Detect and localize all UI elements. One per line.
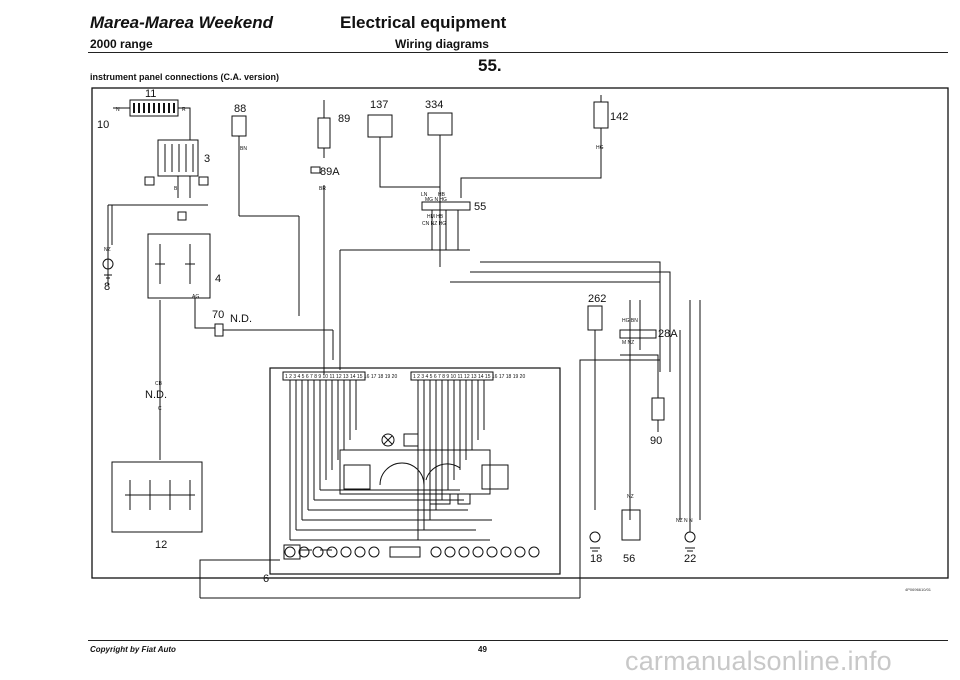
label-6: 6 <box>263 573 270 585</box>
label-88: 88 <box>234 103 247 115</box>
switch-90 <box>652 398 664 420</box>
switch-334 <box>428 113 452 135</box>
label-nd-1: N.D. <box>230 313 252 325</box>
lcd-display <box>430 494 450 504</box>
label-nd-2: N.D. <box>145 389 167 401</box>
copyright-text: Copyright by Fiat Auto <box>90 645 176 654</box>
speedometer <box>380 463 424 485</box>
wire-ln: LN <box>421 192 428 198</box>
wire-mg-n-hg: MG N HG <box>425 197 447 203</box>
label-10: 10 <box>97 119 110 131</box>
wire-n: N <box>116 107 120 113</box>
component-56 <box>622 510 640 540</box>
label-89a: 89A <box>320 166 340 178</box>
page-number: 55. <box>478 56 502 75</box>
header-title: Electrical equipment <box>340 13 507 32</box>
connector-55 <box>422 202 470 210</box>
switch-262 <box>588 306 602 330</box>
component-4 <box>148 234 210 298</box>
connector-89a <box>311 167 320 173</box>
lamp-cluster <box>390 547 420 557</box>
wire-hg: HG <box>596 145 604 151</box>
label-18: 18 <box>590 553 603 565</box>
switch-142 <box>594 102 608 128</box>
fuel-gauge <box>344 465 370 489</box>
label-90: 90 <box>650 435 663 447</box>
connector-pins-a: 1 2 3 4 5 6 7 8 9 10 11 12 13 14 15 16 17 18 19 20 <box>285 374 398 380</box>
label-56: 56 <box>623 553 636 565</box>
header-model: Marea-Marea Weekend <box>90 13 273 32</box>
label-8: 8 <box>104 281 111 293</box>
wire-hm-hb: HM HB <box>427 214 444 220</box>
relay-block-3 <box>158 140 198 176</box>
connector-28a <box>620 330 656 338</box>
label-28a: 28A <box>658 328 678 340</box>
label-12: 12 <box>155 539 168 551</box>
label-334: 334 <box>425 99 444 111</box>
diagram-frame <box>92 88 948 578</box>
odometer-button <box>458 494 470 504</box>
label-55: 55 <box>474 201 487 213</box>
wire-r: R <box>182 107 186 113</box>
connector-c <box>145 177 154 185</box>
header-subtitle: Wiring diagrams <box>395 37 489 51</box>
switch-88 <box>232 116 246 136</box>
relay-12 <box>112 462 202 532</box>
ground-point-22 <box>685 532 695 542</box>
wire-ag: AG <box>192 294 200 300</box>
wire-b: B <box>174 186 178 192</box>
label-142: 142 <box>610 111 629 123</box>
footer-rule <box>88 640 948 641</box>
wire-m-nz: M NZ <box>622 340 635 346</box>
watermark: carmanualsonline.info <box>625 646 892 676</box>
display-module <box>404 434 418 446</box>
diagram-caption: instrument panel connections (C.A. version) <box>90 72 280 82</box>
label-11: 11 <box>145 88 157 100</box>
wire-n-nz: NZ <box>104 247 111 253</box>
gauge-panel <box>340 450 490 494</box>
wire-nz: NZ <box>627 494 634 500</box>
connector-pins-b: 1 2 3 4 5 6 7 8 9 10 11 12 13 14 15 16 17 18 19 20 <box>413 374 526 380</box>
label-262: 262 <box>588 293 607 305</box>
footer-page-number: 49 <box>478 645 487 654</box>
connector-b <box>199 177 208 185</box>
label-137: 137 <box>370 99 389 111</box>
wire-hb: HB <box>438 192 445 198</box>
label-22: 22 <box>684 553 697 565</box>
wire-cb: CB <box>155 381 162 387</box>
header-range: 2000 range <box>90 37 153 51</box>
wire-hg-bn: HG BN <box>622 318 638 324</box>
label-89: 89 <box>338 113 351 125</box>
wire-br: BR <box>319 186 326 192</box>
switch-89 <box>318 118 330 148</box>
temp-gauge <box>482 465 508 489</box>
reference-code: 4P0696610/01 <box>905 587 932 592</box>
label-70: 70 <box>212 309 225 321</box>
wire-bn: BN <box>240 146 247 152</box>
ground-point-18 <box>590 532 600 542</box>
resistor-70 <box>215 324 223 336</box>
wire-cn-nz-hg: CN NZ HG <box>422 221 447 227</box>
label-3: 3 <box>204 153 211 165</box>
switch-137 <box>368 115 392 137</box>
label-4: 4 <box>215 273 222 285</box>
tachometer <box>426 464 460 480</box>
wire-nz-n-n: NZ N N <box>676 518 693 524</box>
connector-a <box>178 212 186 220</box>
wire-c: C <box>158 406 162 412</box>
